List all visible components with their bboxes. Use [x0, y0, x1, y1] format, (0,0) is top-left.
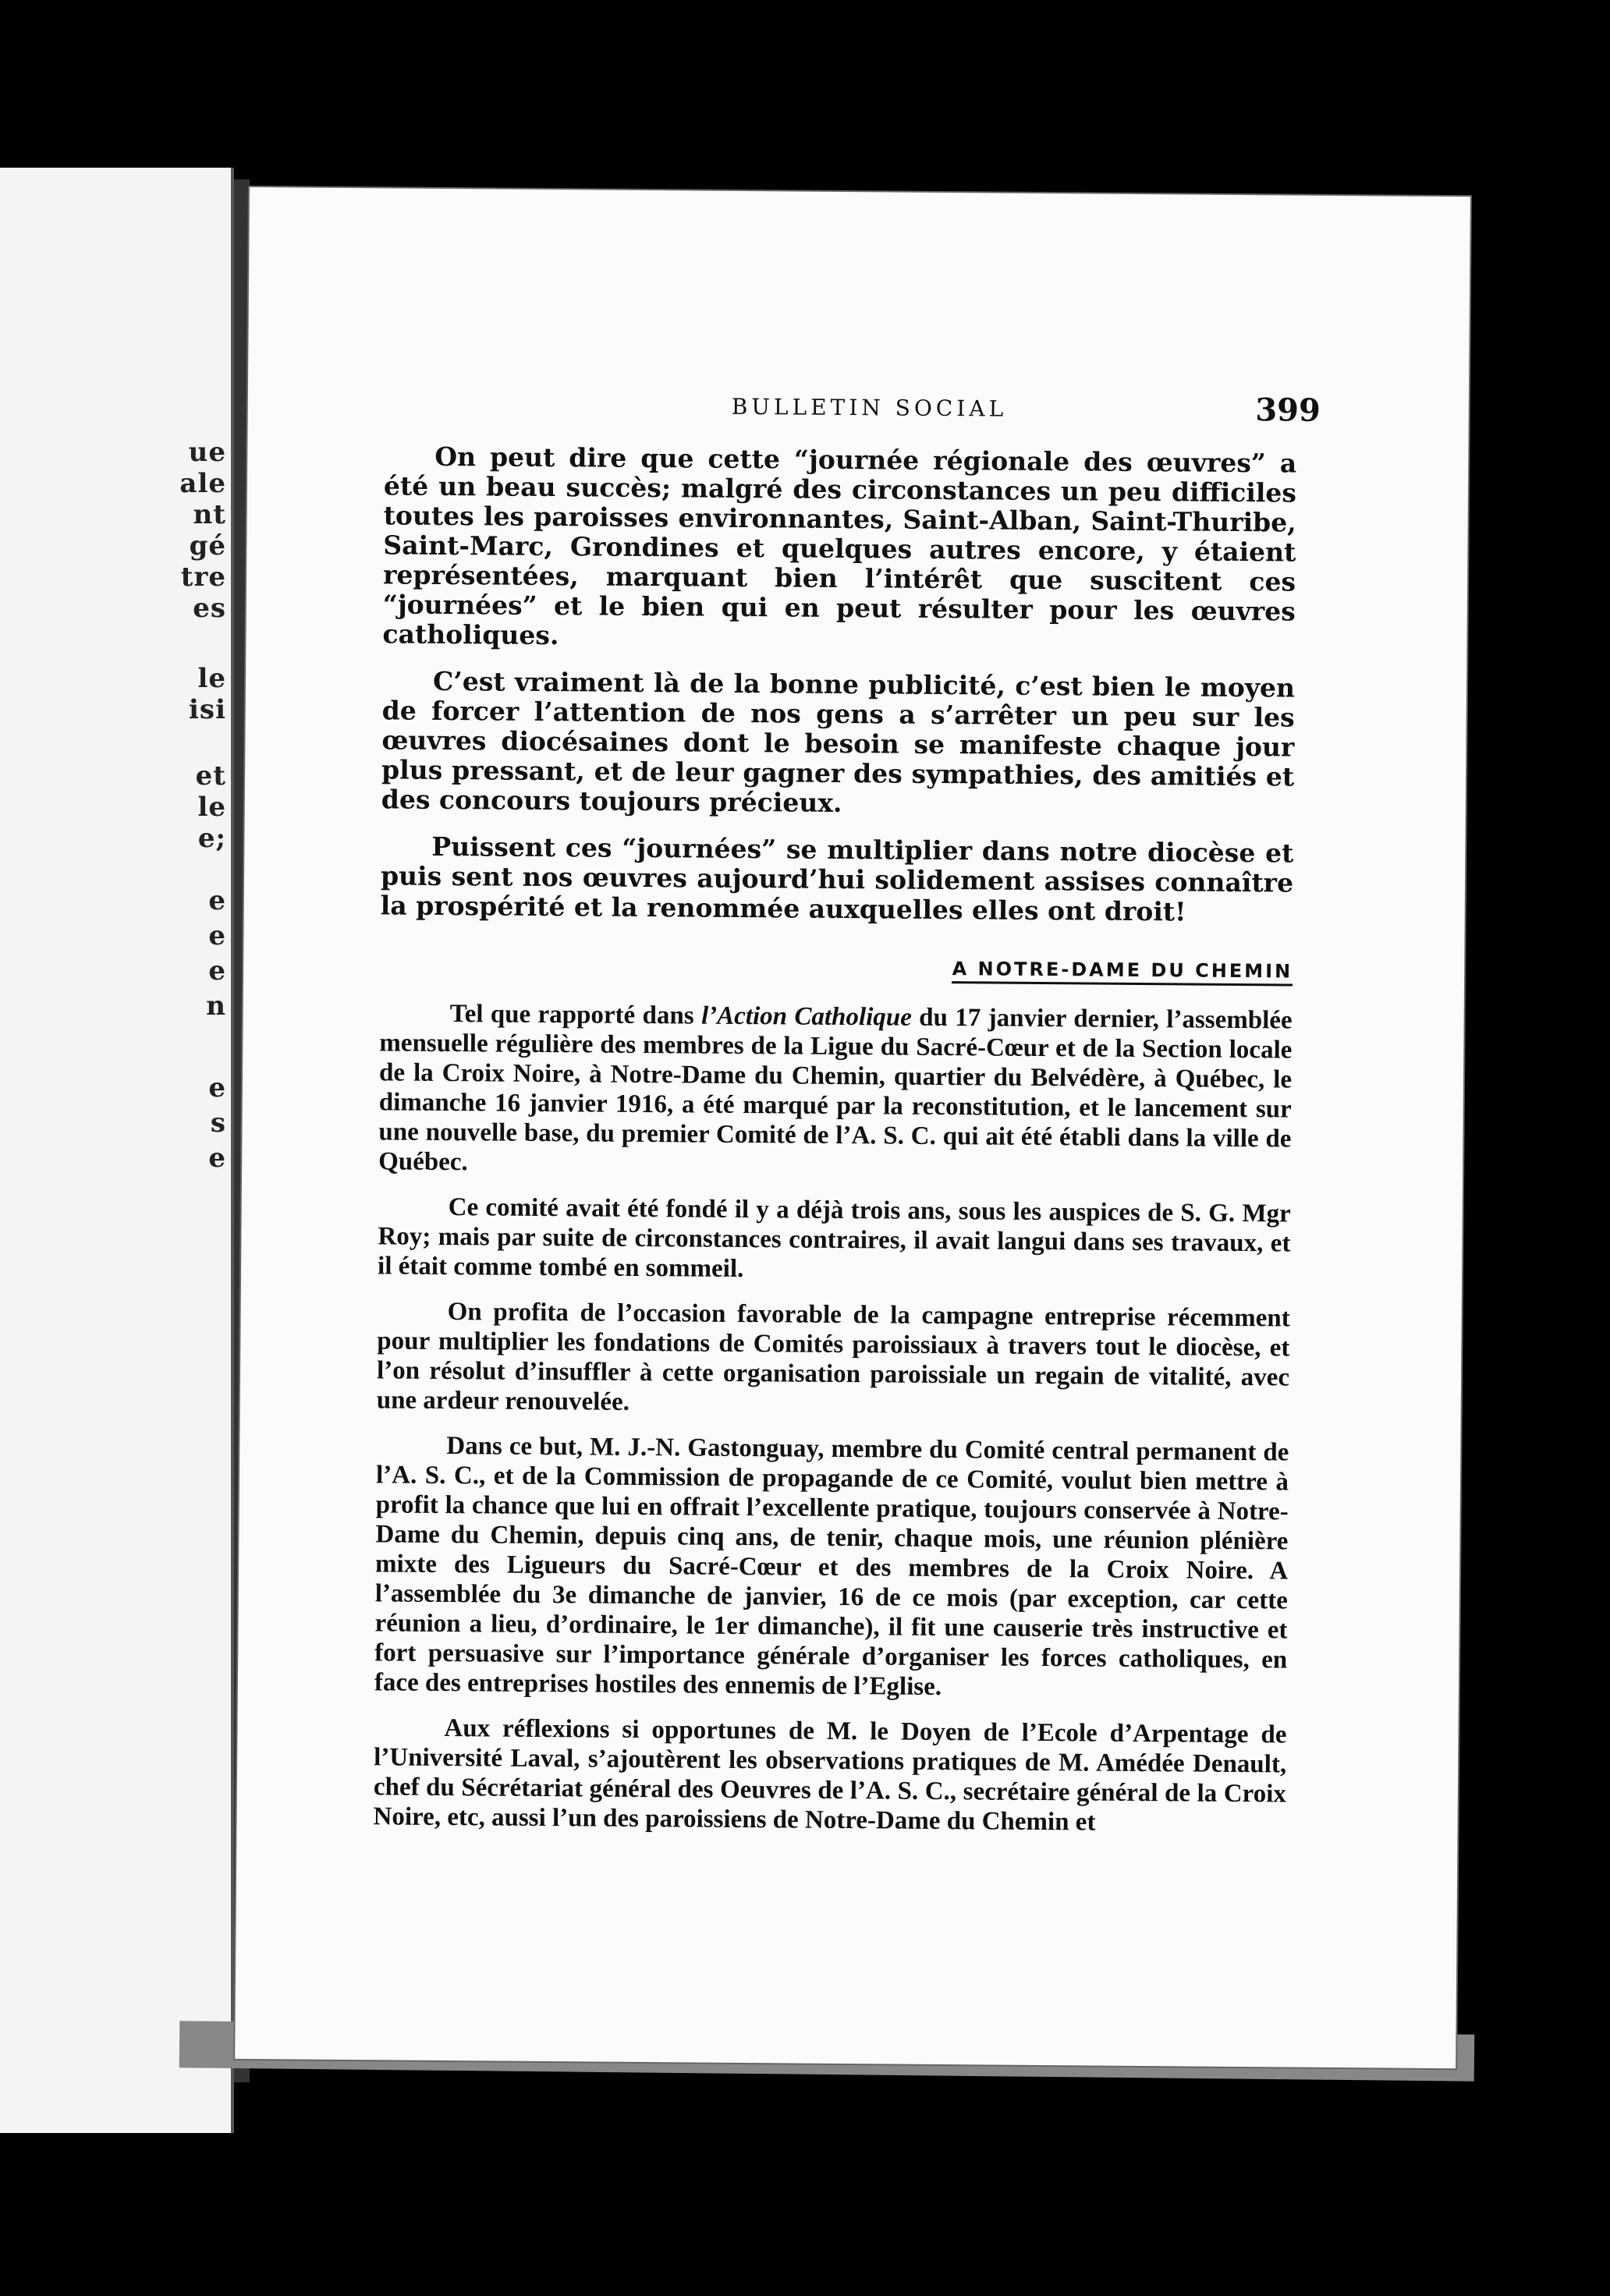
paragraph-text: du 17 janvier dernier, l’assemblée mensuelle régulière des membres de la Ligue du Sacré-Cœur et de la Section locale de la Croix Noire, à Notre-Dame du Chemin, quartier du Belvédère, à Québec, le dimanche 16 janvier 1916, a été marqué par la reconstitution, et le lancement sur une nouvelle base, du premier Comité de l’A. S. C. qui ait été établi dans la ville de Québec. [378, 1003, 1293, 1177]
newspaper-title: l’Action Catholique [700, 1001, 912, 1032]
left-margin-fragment: tre [180, 562, 226, 593]
section-heading [380, 953, 1293, 982]
page-number: 399 [1255, 392, 1321, 429]
left-margin-fragment: isi [189, 694, 226, 725]
left-margin-fragment: nt [193, 499, 226, 530]
left-margin-fragment: gé [189, 530, 226, 562]
paragraph: On profita de l’occasion favorable de la campagne entreprise récemment pour multiplier les fondations de Comités paroissiaux à travers tout le diocèse, et l’on résolut d’insuffler à cette organisation paroissiale un regain de vitalité, avec une ardeur renouvelée. [376, 1298, 1290, 1416]
left-margin-fragment: es [193, 593, 226, 624]
left-margin-fragment: s [210, 1107, 226, 1139]
left-margin-fragment: e [208, 955, 226, 987]
paragraph: Aux réflexions si opportunes de M. le Doyen de l’Ecole d’Arpentage de l’Université Laval, s’ajoutèrent les observations pratiques de M. Amédée Denault, chef du Sécrétariat général des Oeuvres de l’A. S. C., secrétaire général de la Croix Noire, etc, aussi l’un des paroissiens de Notre-Dame du Chemin et [373, 1714, 1287, 1837]
paragraph-text: Tel que rapporté dans [449, 1000, 702, 1030]
left-margin-fragment: et [195, 760, 226, 792]
left-margin-fragment: ale [179, 468, 226, 499]
paragraph: Ce comité avait été fondé il y a déjà trois ans, sous les auspices de S. G. Mgr Roy; mais par suite de circonstances contraires, il avait langui dans ses travaux, et il était comme tombé en sommeil. [377, 1193, 1291, 1284]
left-margin-fragment: e [208, 1143, 226, 1174]
paragraph: Dans ce but, M. J.-N. Gastonguay, membre du Comité central permanent de l’A. S. C., et de la Commission de propagande de ce Comité, voulut bien mettre à profit la chance que lui en offrait l’excellente pratique, toujours conservée à Notre-Dame du Chemin, depuis cinq ans, de tenir, chaque mois, une réunion plénière mixte des Ligueurs du Sacré-Cœur et des membres de la Croix Noire. A l’assemblée du 3e dimanche de janvier, 16 de ce mois (par exception, car cette réunion a lieu, d’ordinaire, le 1er dimanche), il fit une causerie très instructive et fort persuasive sur l’importance générale d’organiser les forces catholiques, en face des entreprises hostiles des ennemis de l’Eglise. [374, 1432, 1289, 1702]
paragraph: C’est vraiment là de la bonne publicité, c’est bien le moyen de forcer l’attention de nos gens a s’arrêter un peu sur les œuvres diocésaines dont le besoin se manifeste chaque jour plus pressant, et de leur gagner des sympathies, des amitiés et des concours toujours précieux. [381, 665, 1296, 818]
paragraph: On peut dire que cette “journée régionale des œuvres” a été un beau succès; malgré des circonstances un peu difficiles toutes les paroisses environnantes, Saint-Alban, Saint-Thuribe, Saint-Marc, Grondines et quelques autres encore, y étaient représentées, marquant bien l’intérêt que suscitent ces “journées” et le bien qui en peut résulter pour les œuvres catholiques. [382, 441, 1297, 651]
left-margin-fragment: ue [188, 437, 226, 468]
article-text [373, 441, 1296, 1854]
section-heading-text: A NOTRE-DAME DU CHEMIN [952, 958, 1293, 986]
left-margin-fragment: e [208, 920, 226, 951]
left-margin-fragment: e [208, 1072, 226, 1104]
running-head: BULLETIN SOCIAL [731, 393, 1008, 422]
left-margin-fragment: n [206, 990, 226, 1022]
page-header [731, 392, 1321, 438]
right-page [235, 187, 1470, 2068]
left-facing-page [0, 168, 234, 2133]
paragraph: Puissent ces “journées” se multiplier dans notre diocèse et puis sent nos œuvres aujourd’hui solidement assises connaître la prospérité et la renommée auxquelles elles ont droit! [380, 831, 1294, 927]
paragraph [378, 998, 1293, 1183]
left-margin-fragment: le [197, 663, 226, 694]
left-margin-fragment: le [197, 792, 226, 823]
left-margin-fragment: e [208, 885, 226, 916]
left-margin-fragment: e; [197, 823, 226, 854]
